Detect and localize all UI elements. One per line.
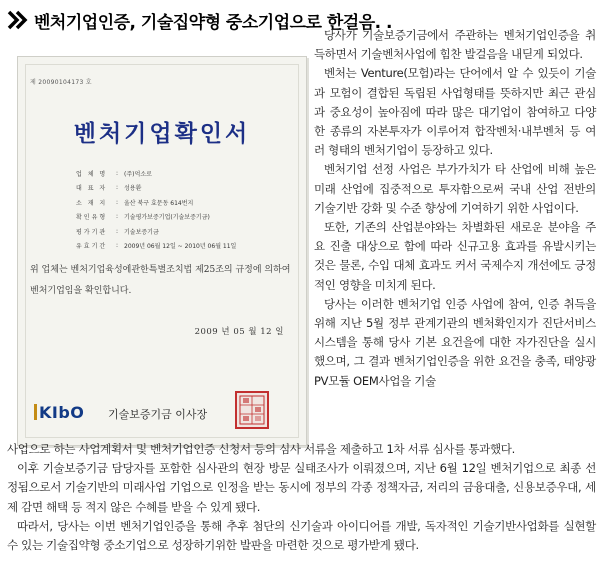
kibo-logo [34, 402, 86, 422]
official-seal-icon [235, 391, 269, 429]
field-label: 업 체 명 [76, 170, 108, 178]
field-value: 기술보증기금 [124, 228, 159, 236]
field-value: 성용환 [124, 185, 142, 193]
field-label: 평가기관 [76, 228, 108, 236]
article-paragraph: 벤처는 Venture(모험)라는 단어에서 알 수 있듯이 기술과 모험이 결합된 독립된 사업형태를 뜻하지만 최근 관심과 중요성이 높아짐에 따라 많은 대기업이 참여하고 다양한 종류의 자본투자가 이루어져 합작벤처·내부벤처 등 여러 형태의 벤처기업이 등장하고 있다. [314, 66, 596, 158]
article-right-column [314, 26, 596, 391]
field-label: 유효기간 [76, 243, 108, 251]
logo-accent-bar [34, 404, 37, 420]
field-value: 기술평가보증기업(기술보증기금) [124, 214, 210, 222]
article-paragraph: 따라서, 당사는 이번 벤처기업인증을 통해 추후 첨단의 신기술과 아이디어를 개발, 독자적인 기술기반사업화를 실현할 수 있는 기술집약형 중소기업으로 성장하기위한 발판을 마련한 것으로 평가받게 됐다. [7, 518, 596, 553]
certificate-field-row: 유효기간 : 2009년 06월 12일 ~ 2010년 06월 11일 [76, 239, 296, 254]
headline-text: 벤처기업인증, 기술집약형 중소기업으로 한걸음. . [34, 12, 392, 33]
field-value: 울산 북구 효문동 614번지 [124, 199, 194, 207]
certificate-number: 제 20090104173 호 [30, 79, 92, 86]
venture-certificate-image [17, 56, 307, 446]
certificate-fields [76, 166, 296, 253]
certificate-field-row: 확인유형 : 기술평가보증기업(기술보증기금) [76, 210, 296, 225]
field-label: 확인유형 [76, 214, 108, 222]
article-paragraph: 사업으로 하는 사업계획서 및 벤처기업인증 신청서 등의 심사 서류을 제출하고 1차 서류 심사를 통과했다. [7, 442, 515, 456]
field-label: 대 표 자 [76, 185, 108, 193]
article-paragraph: 당사는 이러한 벤처기업 인증 사업에 참여, 인증 취득을 위해 지난 5월 정부 관계기관의 벤처확인지가 진단서비스 시스템을 통해 당사 기본 요건을에 대한 자가진단을 실시했으며, 그 결과 벤처기업인증을 위한 요건을 충족, 태양광 PV모듈 OEM사업을 기술 [314, 296, 596, 388]
certificate-issuer: 기술보증기금 이사장 [108, 408, 208, 421]
certificate-field-row: 대 표 자 : 성용환 [76, 181, 296, 196]
article-paragraph: 당사가 기술보증기금에서 주관하는 벤처기업인증을 취득하면서 기술벤처사업에 힘찬 발걸음을 내딛게 되었다. [314, 28, 596, 62]
article-paragraph: 벤처기업 선정 사업은 부가가치가 타 산업에 비해 높은 미래 산업에 집중적으로 투자함으로써 국내 산업 전반의 기술기반 강화 및 수준 향상에 기여하기 위한 사업이다. [314, 162, 596, 215]
certificate-field-row: 평가기관 : 기술보증기금 [76, 224, 296, 239]
field-value: (주)억소로 [124, 170, 152, 178]
article-paragraph: 또한, 기존의 산업분야와는 차별화된 새로운 분야을 주요 진출 대상으로 함에 따라 신규고용 효과를 유발시키는 것은 물론, 수입 대체 효과도 커서 국제수지 개선에도 긍정적인 영향을 미치게 된다. [314, 220, 596, 292]
article-full-width [7, 440, 596, 555]
kibo-logo-text: KIbO [39, 402, 85, 422]
field-label: 소 재 지 [76, 199, 108, 207]
field-value: 2009년 06월 12일 ~ 2010년 06월 11일 [124, 243, 237, 251]
certificate-body-text: 위 업체는 벤처기업육성에관한특별조치법 제25조의 규정에 의하여 벤처기업임을 확인합니다. [30, 265, 291, 296]
certificate-field-row: 업 체 명 : (주)억소로 [76, 166, 296, 181]
certificate-title: 벤처기업확인서 [73, 120, 251, 147]
double-chevron-right-icon [6, 10, 30, 30]
certificate-date: 2009 년 05 월 12 일 [194, 327, 284, 337]
article-paragraph: 이후 기술보증기금 담당자를 포함한 심사관의 현장 방문 실태조사가 이뤄졌으며, 지난 6월 12일 벤처기업으로 최종 선정됨으로서 기술기반의 미래사업 기업으로 인정을 받는 동시에 정부의 각종 정책자금, 저리의 금융대출, 신용보증우대, 세제 감면 해택 등 적지 않은 수혜를 받을 수 있게 됐다. [7, 461, 596, 514]
certificate-field-row: 소 재 지 : 울산 북구 효문동 614번지 [76, 195, 296, 210]
